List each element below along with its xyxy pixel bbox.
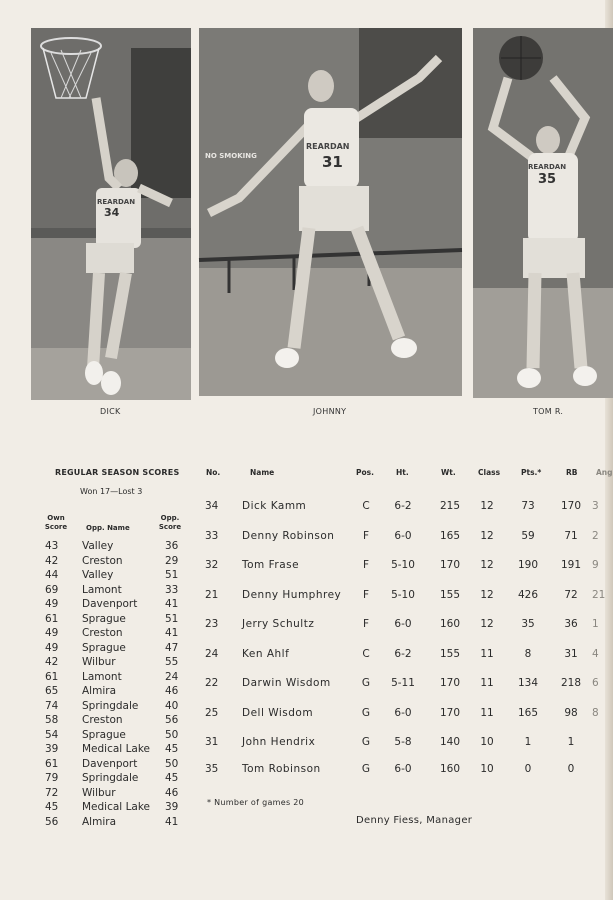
own-score: 54 <box>45 728 59 741</box>
opponent-name: Sprague <box>82 728 126 741</box>
opponent-name: Valley <box>82 540 114 552</box>
cell-no: 32 <box>205 559 219 571</box>
own-score: 61 <box>45 612 59 625</box>
cell-rb: 1 <box>567 736 575 748</box>
header-ht: Ht. <box>396 468 409 477</box>
cell-class: 12 <box>480 559 494 571</box>
photo-tom-r <box>473 28 613 398</box>
cell-class: 12 <box>480 588 494 601</box>
own-score: 79 <box>45 772 59 784</box>
own-score: 69 <box>45 583 59 596</box>
opponent-name: Wilbur <box>82 656 116 668</box>
cell-class: 11 <box>480 647 494 660</box>
score-row <box>45 540 185 554</box>
header-wt: Wt. <box>441 468 456 477</box>
jersey-number-johnny: 31 <box>322 153 343 171</box>
cell-wt: 170 <box>439 677 461 689</box>
opponent-score: 29 <box>165 554 179 567</box>
cell-ht: 5-10 <box>391 559 415 571</box>
cell-rb: 71 <box>564 529 578 542</box>
jersey-number-dick: 34 <box>104 206 120 219</box>
header-pos: Pos. <box>356 468 374 477</box>
opponent-name: Creston <box>82 714 123 726</box>
own-score: 44 <box>45 569 59 581</box>
caption-johnny: JOHNNY <box>313 407 347 416</box>
opponent-name: Davenport <box>82 598 138 610</box>
cell-wt: 155 <box>439 647 461 660</box>
table-row <box>200 647 599 662</box>
score-row <box>45 642 185 656</box>
cell-pos: G <box>361 763 371 775</box>
cell-name: Dell Wisdom <box>242 706 314 719</box>
cell-pos: G <box>361 677 371 689</box>
score-row <box>45 729 185 743</box>
cell-name: Tom Robinson <box>242 763 321 775</box>
cell-wt: 170 <box>439 706 461 719</box>
cell-class: 12 <box>480 500 494 512</box>
jersey-number-tom-r: 35 <box>538 172 557 187</box>
own-score: 42 <box>45 554 59 567</box>
cell-extra: 1 <box>592 618 599 630</box>
score-row <box>45 656 185 670</box>
cell-name: John Hendrix <box>242 736 316 748</box>
cell-ht: 6-2 <box>394 647 412 660</box>
cell-no: 25 <box>205 706 219 719</box>
cell-extra: 6 <box>592 677 599 689</box>
cell-no: 24 <box>205 647 219 660</box>
jersey-text-johnny: REARDAN <box>306 142 350 151</box>
scores-title: REGULAR SEASON SCORES <box>55 468 180 477</box>
own-score: 56 <box>45 815 59 828</box>
score-row <box>45 627 185 641</box>
header-no: No. <box>206 468 221 477</box>
cell-no: 31 <box>205 736 219 748</box>
cell-name: Jerry Schultz <box>242 618 315 630</box>
jersey-text-dick: REARDAN <box>97 198 136 206</box>
cell-name: Ken Ahlf <box>242 647 290 660</box>
cell-pos: F <box>362 588 370 601</box>
cell-class: 12 <box>480 529 494 542</box>
opponent-score: 50 <box>165 728 179 741</box>
cell-pts: 59 <box>521 529 535 542</box>
cell-rb: 98 <box>564 706 578 719</box>
cell-pos: F <box>362 529 370 542</box>
scores-record: Won 17—Lost 3 <box>80 487 143 496</box>
header-opp-score: Opp. Score <box>158 514 182 531</box>
opponent-name: Almira <box>82 685 116 697</box>
cell-extra: 9 <box>592 559 599 571</box>
opponent-score: 39 <box>165 801 179 813</box>
cell-rb: 72 <box>564 588 578 601</box>
own-score: 65 <box>45 685 59 697</box>
cell-pos: G <box>361 706 371 719</box>
cell-pts: 73 <box>521 500 535 512</box>
score-row <box>45 816 185 830</box>
opponent-score: 46 <box>165 685 179 697</box>
cell-pts: 8 <box>524 647 532 660</box>
cell-wt: 140 <box>439 736 461 748</box>
opponent-score: 47 <box>165 641 179 654</box>
cell-rb: 170 <box>560 500 582 512</box>
cell-class: 10 <box>480 736 494 748</box>
table-row <box>200 706 599 721</box>
header-opp-name: Opp. Name <box>86 524 130 532</box>
score-row <box>45 671 185 685</box>
cell-name: Tom Frase <box>242 559 300 571</box>
cell-extra: 21 <box>592 588 606 601</box>
opponent-score: 45 <box>165 772 179 784</box>
cell-class: 11 <box>480 677 494 689</box>
table-row <box>200 677 599 691</box>
opponent-score: 51 <box>165 569 179 581</box>
cell-pos: F <box>362 559 370 571</box>
opponent-score: 24 <box>165 670 179 683</box>
table-row <box>200 736 595 750</box>
cell-pts: 0 <box>524 763 532 775</box>
opponent-name: Wilbur <box>82 786 116 799</box>
cell-ht: 6-0 <box>394 706 412 719</box>
own-score: 49 <box>45 598 59 610</box>
opponent-name: Medical Lake <box>82 801 151 813</box>
score-row <box>45 772 185 786</box>
cell-wt: 215 <box>439 500 461 512</box>
own-score: 45 <box>45 801 59 813</box>
cell-extra: 2 <box>592 529 599 542</box>
cell-wt: 165 <box>439 529 461 542</box>
cell-wt: 155 <box>439 588 461 601</box>
cell-ht: 6-0 <box>394 763 412 775</box>
caption-dick: DICK <box>100 407 121 416</box>
cell-ht: 5-8 <box>394 736 412 748</box>
own-score: 39 <box>45 743 59 755</box>
cell-pts: 134 <box>517 677 539 689</box>
cell-class: 10 <box>480 763 494 775</box>
cell-no: 35 <box>205 763 219 775</box>
cell-rb: 31 <box>564 647 578 660</box>
cell-pos: G <box>361 736 371 748</box>
score-row <box>45 714 185 728</box>
score-row <box>45 700 185 714</box>
table-row <box>200 529 599 544</box>
opponent-name: Creston <box>82 627 123 639</box>
score-row <box>45 569 185 583</box>
cell-ht: 6-0 <box>394 529 412 542</box>
cell-name: Darwin Wisdom <box>242 677 331 689</box>
cell-class: 11 <box>480 706 494 719</box>
table-row <box>200 500 599 514</box>
opponent-name: Davenport <box>82 757 138 770</box>
wall-sign-no-smoking: NO SMOKING <box>205 152 257 160</box>
score-row <box>45 787 185 801</box>
opponent-name: Medical Lake <box>82 743 151 755</box>
own-score: 42 <box>45 656 59 668</box>
cell-name: Denny Humphrey <box>242 588 342 601</box>
score-row <box>45 598 185 612</box>
table-row <box>200 588 606 603</box>
opponent-score: 56 <box>165 714 179 726</box>
cell-extra: 4 <box>592 647 599 660</box>
cell-pos: F <box>362 618 370 630</box>
opponent-score: 46 <box>165 786 179 799</box>
cell-pos: C <box>362 647 370 660</box>
own-score: 49 <box>45 627 59 639</box>
cell-rb: 191 <box>560 559 582 571</box>
cell-name: Dick Kamm <box>242 500 307 512</box>
cell-pts: 1 <box>524 736 532 748</box>
opponent-score: 41 <box>165 627 179 639</box>
photo-johnny <box>199 28 462 396</box>
cell-no: 34 <box>205 500 219 512</box>
own-score: 72 <box>45 786 59 799</box>
cell-wt: 160 <box>439 618 461 630</box>
cell-ht: 6-0 <box>394 618 412 630</box>
cell-pts: 426 <box>517 588 539 601</box>
score-row <box>45 685 185 699</box>
score-row <box>45 555 185 569</box>
cell-pts: 190 <box>517 559 539 571</box>
cell-extra: 8 <box>592 706 599 719</box>
opponent-score: 33 <box>165 583 179 596</box>
cell-no: 22 <box>205 677 219 689</box>
opponent-score: 55 <box>165 656 179 668</box>
jersey-text-tom-r: REARDAN <box>528 163 567 171</box>
score-row <box>45 743 185 757</box>
cell-no: 33 <box>205 529 219 542</box>
cell-ht: 6-2 <box>394 500 412 512</box>
header-name: Name <box>250 468 275 477</box>
cell-pos: C <box>362 500 370 512</box>
opponent-name: Creston <box>82 554 123 567</box>
own-score: 49 <box>45 641 59 654</box>
opponent-score: 41 <box>165 598 179 610</box>
table-row <box>200 559 599 573</box>
cell-rb: 0 <box>567 763 575 775</box>
cell-pts: 35 <box>521 618 535 630</box>
score-row <box>45 801 185 815</box>
table-row <box>200 618 599 632</box>
own-score: 61 <box>45 670 59 683</box>
cell-ht: 5-11 <box>391 677 415 689</box>
opponent-score: 45 <box>165 743 179 755</box>
cell-wt: 160 <box>439 763 461 775</box>
score-row <box>45 613 185 627</box>
header-own-score: Own Score <box>44 514 68 531</box>
header-rb: RB <box>566 468 578 477</box>
cell-extra: 3 <box>592 500 599 512</box>
cell-name: Denny Robinson <box>242 529 335 542</box>
cell-rb: 36 <box>564 618 578 630</box>
cell-no: 21 <box>205 588 219 601</box>
opponent-score: 41 <box>165 815 179 828</box>
opponent-name: Sprague <box>82 612 126 625</box>
own-score: 74 <box>45 699 59 712</box>
score-row <box>45 584 185 598</box>
opponent-name: Lamont <box>82 670 122 683</box>
manager-credit: Denny Fiess, Manager <box>356 815 473 826</box>
header-class: Class <box>478 468 501 477</box>
table-row <box>200 763 595 777</box>
header-pts: Pts.* <box>521 468 542 477</box>
opponent-name: Sprague <box>82 641 126 654</box>
opponent-name: Springdale <box>82 772 139 784</box>
caption-tom-r: TOM R. <box>533 407 564 416</box>
own-score: 61 <box>45 757 59 770</box>
header-extra: Ang <box>596 468 613 477</box>
opponent-name: Lamont <box>82 583 122 596</box>
opponent-name: Springdale <box>82 699 139 712</box>
opponent-score: 36 <box>165 540 179 552</box>
cell-class: 12 <box>480 618 494 630</box>
own-score: 58 <box>45 714 59 726</box>
cell-no: 23 <box>205 618 219 630</box>
opponent-name: Almira <box>82 815 116 828</box>
opponent-score: 51 <box>165 612 179 625</box>
own-score: 43 <box>45 540 59 552</box>
cell-rb: 218 <box>560 677 582 689</box>
games-footnote: * Number of games 20 <box>207 798 305 807</box>
opponent-score: 40 <box>165 699 179 712</box>
opponent-name: Valley <box>82 569 114 581</box>
opponent-score: 50 <box>165 757 179 770</box>
cell-ht: 5-10 <box>391 588 415 601</box>
score-row <box>45 758 185 772</box>
cell-pts: 165 <box>517 706 539 719</box>
cell-wt: 170 <box>439 559 461 571</box>
